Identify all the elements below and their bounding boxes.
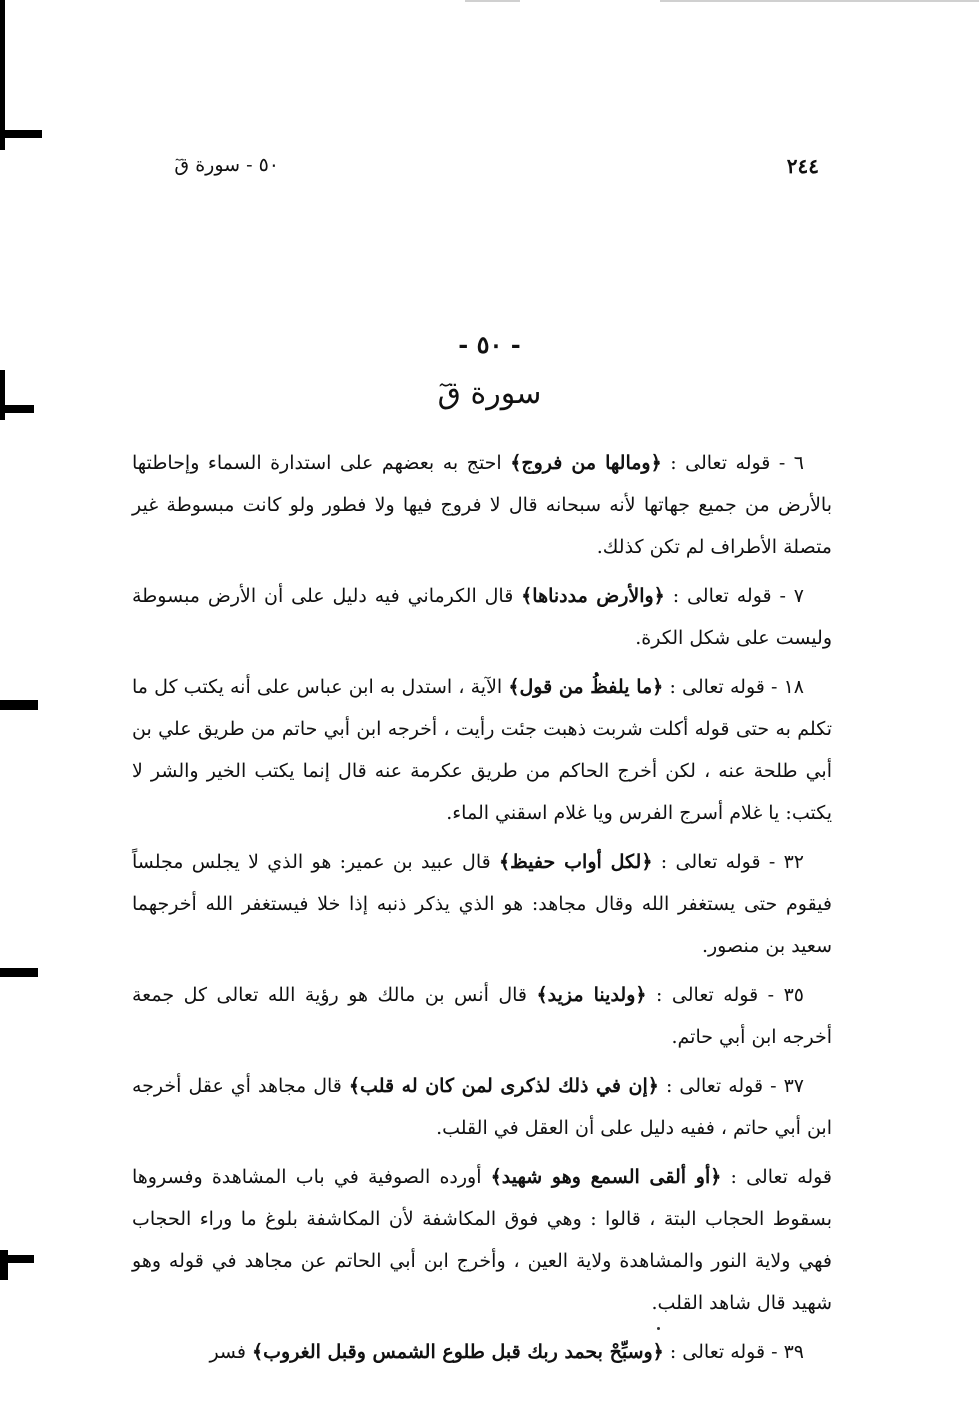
top-edge-line-left [465, 0, 520, 2]
paragraph-verse-37 [132, 1065, 832, 1149]
top-edge-line-right [660, 0, 979, 2]
commentary-text: الآية ، استدل به ابن عباس على أنه يكتب كل ما تكلم به حتى قوله أكلت شربت ذهبت جئت رأيت ، أخرجه ابن أبي حاتم من طريق علي بن أبي طلحة عنه ، لكن أخرج الحاكم من طريق عكرمة عنه قال إنما يكتب الخير والشر لا يكتب: يا غلام أسرج الفرس ويا غلام اسقني الماء. [132, 676, 832, 824]
binding-mark-8 [0, 1255, 34, 1263]
paragraph-verse-18 [132, 666, 832, 834]
verse-ref: قوله تعالى : [721, 1166, 833, 1188]
verse-ref: ٣٢ - قوله تعالى : [652, 851, 805, 873]
paragraph-verse-6 [132, 442, 832, 568]
running-title: ٥٠ - سورة قٓ [174, 154, 279, 176]
verse-ref: ٦ - قوله تعالى : [661, 452, 805, 474]
commentary-body [132, 442, 832, 1380]
stray-dot [657, 1327, 660, 1330]
commentary-text: قال أنس بن مالك هو رؤية الله تعالى كل جمعة أخرجه ابن أبي حاتم. [132, 984, 832, 1048]
quran-quote: ﴿ولدينا مزيد﴾ [536, 984, 647, 1006]
verse-ref: ٣٩ - قوله تعالى : [663, 1341, 804, 1363]
commentary-text: قال مجاهد أي عقل أخرجه ابن أبي حاتم ، ففيه دليل على أن العقل في القلب. [132, 1075, 832, 1139]
page-header [0, 150, 979, 190]
quran-quote: ﴿وسبِّحْ بحمد ربك قبل طلوع الشمس وقبل الغروب﴾ [252, 1341, 664, 1363]
commentary-text: قال الكرماني فيه دليل على أن الأرض مبسوطة وليست على شكل الكرة. [132, 585, 832, 649]
commentary-text: احتج به بعضهم على استدارة السماء وإحاطتها بالأرض من جميع جهاتها لأنه سبحانه قال لا فروج فيها ولا فطور ولو كانت مبسوطة غير متصلة الأطراف لم تكن كذلك. [132, 452, 832, 558]
surah-title: سورة قٓ [437, 376, 542, 411]
paragraph-verse-39 [132, 1331, 832, 1373]
commentary-text: قال عبيد بن عمير: هو الذي لا يجلس مجلساً فيقوم حتى يستغفر الله وقال مجاهد: هو الذي يذكر ذنبه إذا خلا فيستغفر الله أخرجهما سعيد بن منصور. [132, 851, 832, 957]
binding-mark-6 [0, 968, 38, 977]
page-number: ٢٤٤ [786, 154, 819, 178]
quran-quote: ﴿لكل أواب حفيظ﴾ [499, 851, 653, 873]
paragraph-verse-35 [132, 974, 832, 1058]
commentary-text: أورده الصوفية في باب المشاهدة وفسروها بسقوط الحجاب البتة ، قالوا : وهي فوق المكاشفة لأن المكاشفة بلوغ ما وراء الحجاب فهي ولاية النور والمشاهدة ولاية العين ، وأخرج ابن أبي الحاتم عن مجاهد في قوله وهو شهيد قال شاهد القلب. [132, 1166, 832, 1314]
verse-ref: ١٨ - قوله تعالى : [663, 676, 804, 698]
paragraph-verse-7 [132, 575, 832, 659]
quran-quote: ﴿والأرض مددناها﴾ [521, 585, 665, 607]
binding-mark-1 [0, 0, 5, 150]
verse-ref: ٣٥ - قوله تعالى : [646, 984, 804, 1006]
verse-ref: ٣٧ - قوله تعالى : [658, 1075, 804, 1097]
verse-ref: ٧ - قوله تعالى : [664, 585, 804, 607]
surah-number: - ٥٠ - [458, 330, 521, 359]
binding-mark-5 [0, 700, 38, 710]
paragraph-verse-32 [132, 841, 832, 967]
binding-mark-2 [0, 130, 42, 138]
quran-quote: ﴿ما يلفظُ من قول﴾ [508, 676, 664, 698]
quran-quote: ﴿إن في ذلك لذكرى لمن كان له قلب﴾ [348, 1075, 659, 1097]
quran-quote: ﴿ومالها من فروج﴾ [510, 452, 662, 474]
paragraph-verse-37-cont [132, 1156, 832, 1324]
commentary-text: فسر [209, 1341, 252, 1363]
quran-quote: ﴿أو ألقى السمع وهو شهيد﴾ [490, 1166, 722, 1188]
